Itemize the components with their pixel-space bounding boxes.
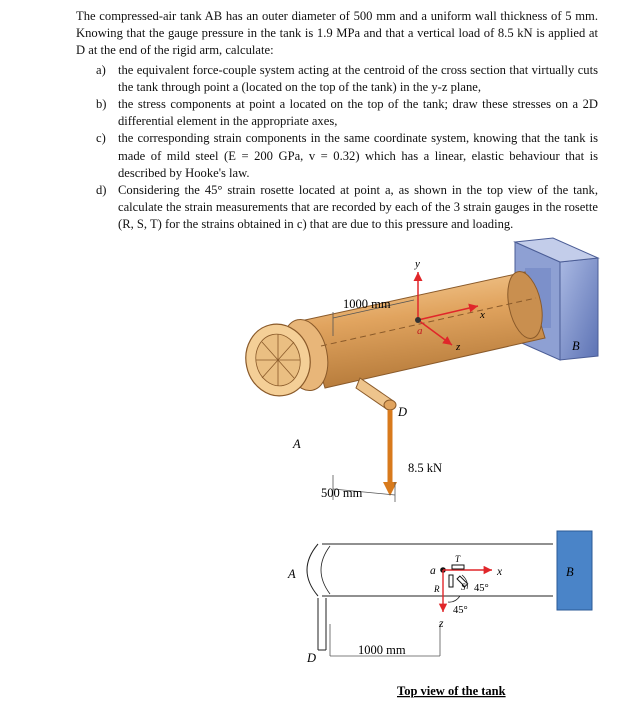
gauge-t-label: T	[455, 554, 461, 564]
part-label: b)	[96, 97, 107, 112]
part-label: d)	[96, 183, 107, 198]
label-point-a-3d: a	[417, 325, 423, 337]
top-view-figure	[307, 531, 592, 656]
problem-intro: The compressed-air tank AB has an outer diameter of 500 mm and a uniform wall thickness of 5 mm. Knowing that the gauge pressure in the tank is 1.9 MPa and that a vertical load of 8.5 kN is applied at D at the end of the rigid arm, calculate:	[76, 9, 598, 58]
load-label: 8.5 kN	[408, 461, 443, 475]
label-b-top: B	[566, 565, 574, 579]
rigid-arm-3d	[356, 378, 396, 410]
axis-x-top: x	[497, 566, 503, 578]
angle-label-upper: 45°	[474, 583, 489, 594]
gauge-r-label: R	[434, 584, 440, 594]
part-text: the stress components at point a located on the top of the tank; draw these stresses on a 2D differential element in the appropriate axes,	[118, 97, 598, 129]
gauge-s-label: S	[461, 582, 466, 592]
part-label: a)	[96, 62, 106, 77]
part-text: Considering the 45° strain rosette located at point a, as shown in the top view of the tank, calculate the strain measurements that are recorded by each of the 3 strain gauges in the rosette (R, S, T) for the strains obtained in c) that are due to this pressure and loading.	[118, 183, 598, 232]
label-a-top: A	[288, 567, 296, 581]
tank-body-3d	[276, 268, 548, 394]
part-label: c)	[96, 131, 106, 146]
label-a-3d: A	[293, 437, 301, 451]
wall-support-top	[557, 531, 592, 610]
axis-y-label: y	[415, 258, 420, 270]
dim-1000-3d: 1000 mm	[343, 297, 391, 311]
part-text: the equivalent force-couple system acting at the centroid of the cross section that virtually cuts the tank through point a (located on the top of the tank) in the y-z plane,	[118, 62, 598, 94]
angle-label-lower: 45°	[453, 605, 468, 616]
axis-x-label: x	[480, 309, 485, 321]
axis-z-label: z	[456, 341, 461, 353]
label-d-top: D	[307, 651, 317, 665]
part-text: the corresponding strain components in the same coordinate system, knowing that the tank is made of mild steel (E = 200 GPa, v = 0.32) which has a linear, elastic behaviour that is described by Hooke's law.	[118, 131, 598, 180]
label-d-3d: D	[398, 405, 408, 419]
top-view-caption: Top view of the tank	[397, 684, 506, 698]
label-b-3d: B	[572, 339, 580, 353]
dim-1000-top: 1000 mm	[358, 643, 406, 657]
dim-500-3d: 500 mm	[321, 486, 363, 500]
label-point-a-top: a	[430, 565, 436, 577]
axis-z-top: z	[439, 618, 444, 630]
